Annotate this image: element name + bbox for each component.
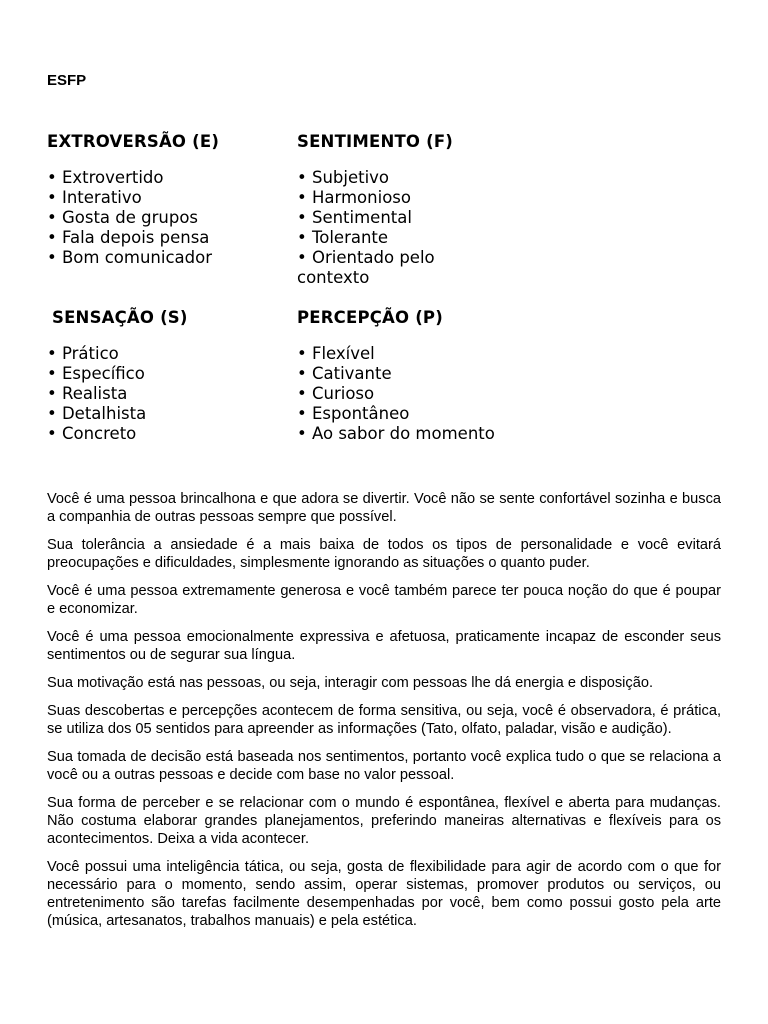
trait-item: • Específico (47, 364, 145, 383)
trait-item: • Ao sabor do momento (297, 424, 495, 443)
trait-item: • Fala depois pensa (47, 228, 210, 247)
trait-item: • Realista (47, 384, 128, 403)
trait-item: • Interativo (47, 188, 142, 207)
trait-heading: SENTIMENTO (F) (297, 132, 454, 151)
trait-extroversion (47, 132, 219, 268)
paragraph: Você é uma pessoa brincalhona e que adora se divertir. Você não se sente confortável sozinha e busca a companhia de outras pessoas sempre que possível. (47, 491, 721, 525)
trait-item: • Extrovertido (47, 168, 164, 187)
paragraph: Sua tolerância a ansiedade é a mais baixa de todos os tipos de personalidade e você evitará preocupações e dificuldades, simplesmente ignorando as situações o quanto puder. (47, 537, 721, 571)
trait-feeling (297, 132, 487, 288)
trait-sensing (47, 308, 188, 444)
paragraph: Sua motivação está nas pessoas, ou seja, interagir com pessoas lhe dá energia e disposição. (47, 675, 653, 691)
trait-item: • Subjetivo (297, 168, 390, 187)
trait-item: • Tolerante (297, 228, 389, 247)
trait-heading: EXTROVERSÃO (E) (47, 132, 220, 151)
trait-perceiving (297, 308, 495, 444)
trait-item: • Concreto (47, 424, 137, 443)
trait-item: • Sentimental (297, 208, 412, 227)
description-body (47, 490, 721, 940)
trait-list (47, 168, 219, 268)
trait-item: • Orientado pelo contexto (297, 248, 435, 287)
trait-item: • Harmonioso (297, 188, 411, 207)
paragraph: Suas descobertas e percepções acontecem de forma sensitiva, ou seja, você é observadora, é prática, se utiliza dos 05 sentidos para apreender as informações (Tato, olfato, paladar, visão e audição). (47, 703, 721, 737)
paragraph: Sua forma de perceber e se relacionar com o mundo é espontânea, flexível e aberta para mudanças. Não costuma elaborar grandes planejamentos, preferindo maneiras alternativas e flexíveis para os acontecimentos. Deixa a vida acontecer. (47, 795, 721, 847)
trait-item: • Bom comunicador (47, 248, 212, 267)
trait-item: • Espontâneo (297, 404, 410, 423)
trait-list (297, 344, 495, 444)
paragraph: Você é uma pessoa emocionalmente expressiva e afetuosa, praticamente incapaz de esconder seus sentimentos ou de segurar sua língua. (47, 629, 721, 663)
trait-item: • Cativante (297, 364, 392, 383)
trait-item: • Gosta de grupos (47, 208, 199, 227)
trait-heading: SENSAÇÃO (S) (52, 308, 188, 327)
trait-heading: PERCEPÇÃO (P) (297, 308, 443, 327)
trait-item: • Detalhista (47, 404, 147, 423)
trait-item: • Flexível (297, 344, 375, 363)
paragraph: Você é uma pessoa extremamente generosa e você também parece ter pouca noção do que é poupar e economizar. (47, 583, 721, 617)
trait-list (297, 168, 487, 288)
trait-list (47, 344, 188, 444)
trait-item: • Prático (47, 344, 119, 363)
paragraph: Você possui uma inteligência tática, ou seja, gosta de flexibilidade para agir de acordo com o que for necessário para o momento, sendo assim, operar sistemas, promover produtos ou serviços, ou entretenimento são tarefas facilmente desempenhadas por você, bem como possui gosto pela arte (música, artesanatos, trabalhos manuais) e pela estética. (47, 859, 721, 929)
paragraph: Sua tomada de decisão está baseada nos sentimentos, portanto você explica tudo o que se relaciona a você ou a outras pessoas e decide com base no valor pessoal. (47, 749, 721, 783)
trait-item: • Curioso (297, 384, 375, 403)
document-title: ESFP (47, 72, 87, 89)
